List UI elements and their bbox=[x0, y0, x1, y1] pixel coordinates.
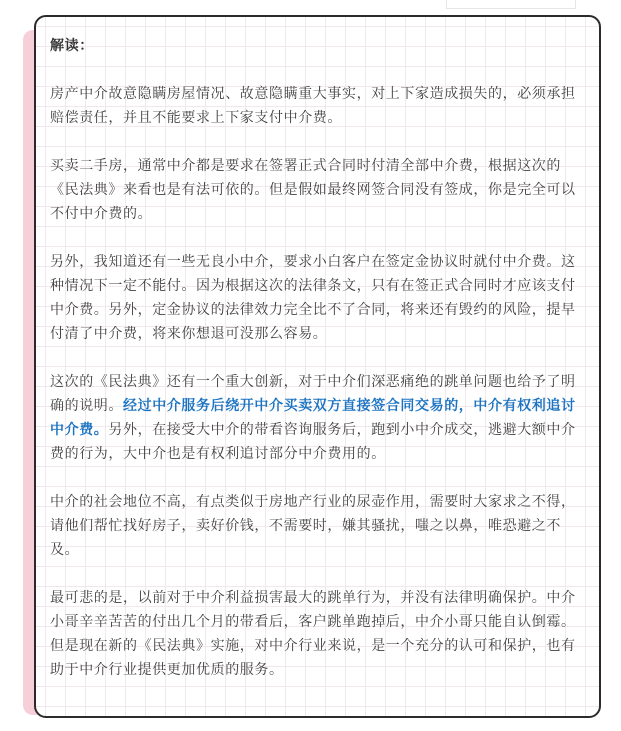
interpretation-card bbox=[34, 15, 601, 718]
paragraph-4-highlight: 经过中介服务后绕开中介买卖双方直接签合同交易的，中介有权利追讨中介费。 bbox=[50, 398, 576, 438]
paragraph-5: 中介的社会地位不高，有点类似于房地产行业的尿壶作用，需要时大家求之不得，请他们帮忙找好房子，卖好价钱，不需要时，嫌其骚扰，嗤之以鼻，唯恐避之不及。 bbox=[50, 494, 576, 558]
paragraph-4-lead: 这次的《民法典》还有一个重大创新，对于中介们深恶痛绝的跳单问题也给予了明确的说明。 bbox=[50, 374, 576, 414]
card-content bbox=[50, 34, 590, 682]
paragraph-6: 最可悲的是，以前对于中介利益损害最大的跳单行为，并没有法律明确保护。中介小哥辛辛苦苦的付出几个月的带看后，客户跳单跑掉后，中介小哥只能自认倒霉。但是现在新的《民法典》实施，对中介行业来说，是一个充分的认可和保护，也有助于中介行业提供更加优质的服务。 bbox=[50, 590, 576, 678]
card-heading: 解读： bbox=[50, 38, 94, 54]
paragraph-1: 房产中介故意隐瞒房屋情况、故意隐瞒重大事实，对上下家造成损失的，必须承担赔偿责任，并且不能要求上下家支付中介费。 bbox=[50, 86, 576, 126]
paragraph-4-tail: 另外，在接受大中介的带看咨询服务后，跑到小中介成交，逃避大额中介费的行为，大中介也是有权利追讨部分中介费用的。 bbox=[50, 422, 576, 462]
paragraph-4 bbox=[50, 370, 590, 466]
top-decoration bbox=[446, 0, 576, 9]
paragraph-2: 买卖二手房，通常中介都是要求在签署正式合同时付清全部中介费，根据这次的《民法典》来看也是有法可依的。但是假如最终网签合同没有签成，你是完全可以不付中介费的。 bbox=[50, 158, 576, 222]
paragraph-3: 另外，我知道还有一些无良小中介，要求小白客户在签定金协议时就付中介费。这种情况下一定不能付。因为根据这次的法律条文，只有在签正式合同时才应该支付中介费。另外，定金协议的法律效力完全比不了合同，将来还有毁约的风险，提早付清了中介费，将来你想退可没那么容易。 bbox=[50, 254, 576, 342]
